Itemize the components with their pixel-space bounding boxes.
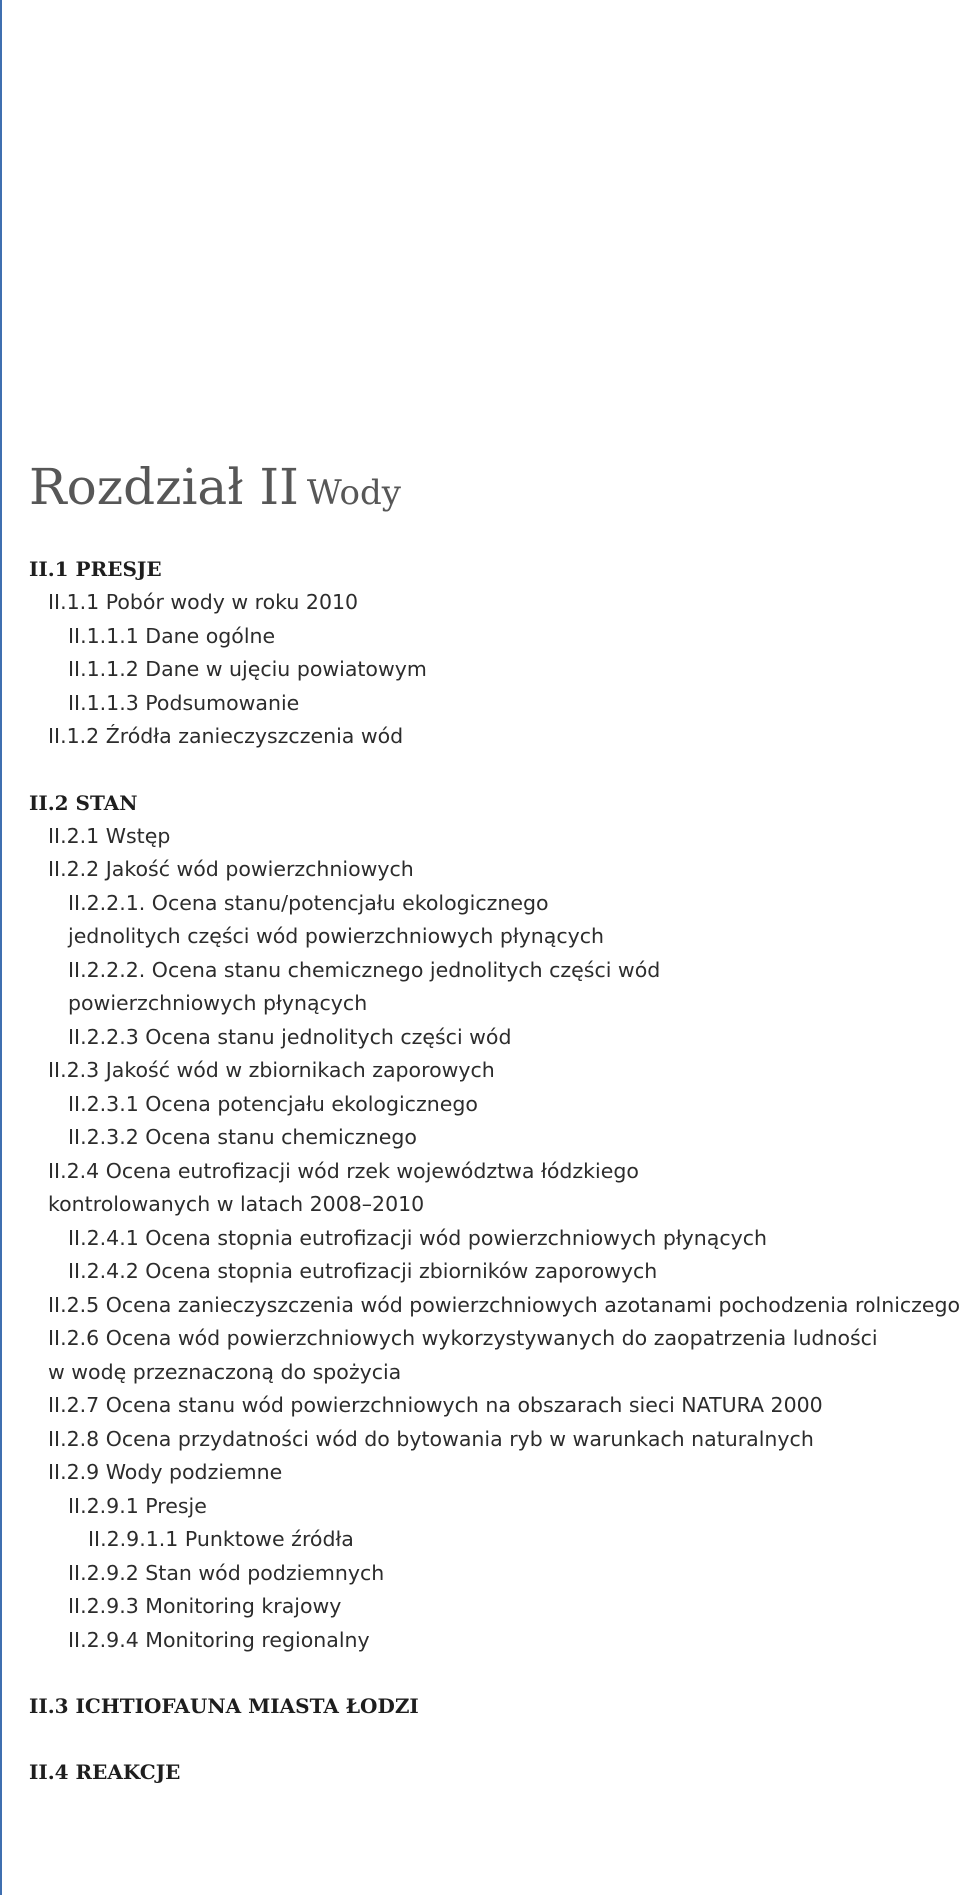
toc-entry-continuation[interactable]: w wodę przeznaczoną do spożycia <box>48 1359 402 1384</box>
toc-entry[interactable]: II.2.3.1 Ocena potencjału ekologicznego <box>68 1091 478 1116</box>
toc-entry[interactable]: II.2.4.1 Ocena stopnia eutrofizacji wód powierzchniowych płynących <box>68 1225 768 1250</box>
toc-section-stan <box>29 786 960 1658</box>
toc-heading[interactable]: II.4 REAKCJE <box>29 1760 181 1784</box>
toc-entry[interactable]: II.2.1 Wstęp <box>48 823 171 848</box>
toc-heading[interactable]: II.2 STAN <box>29 790 138 815</box>
toc-section-ichtiofauna <box>29 1689 954 1723</box>
toc-entry[interactable]: II.1.1.3 Podsumowanie <box>68 690 300 715</box>
toc-section-presje <box>29 552 954 754</box>
chapter-subtitle: Wody <box>306 473 401 513</box>
toc-entry-continuation[interactable]: powierzchniowych płynących <box>68 991 368 1015</box>
toc-entry[interactable]: II.2.8 Ocena przydatności wód do bytowania ryb w warunkach naturalnych <box>48 1426 814 1451</box>
toc-entry[interactable]: II.2.2 Jakość wód powierzchniowych <box>48 857 414 881</box>
toc-entry[interactable]: II.2.3.2 Ocena stanu chemicznego <box>68 1125 417 1149</box>
toc-entry[interactable]: II.2.9.2 Stan wód podziemnych <box>68 1560 385 1585</box>
toc-entry[interactable]: II.1.1.2 Dane w ujęciu powiatowym <box>68 657 427 681</box>
toc-entry[interactable]: II.2.5 Ocena zanieczyszczenia wód powierzchniowych azotanami pochodzenia rolniczego <box>48 1292 960 1317</box>
toc-entry[interactable]: II.2.9 Wody podziemne <box>48 1460 283 1484</box>
toc-entry[interactable]: II.2.9.1.1 Punktowe źródła <box>88 1527 354 1551</box>
chapter-number: Rozdział II <box>29 458 299 516</box>
toc-entry[interactable]: II.2.2.1. Ocena stanu/potencjału ekologicznego <box>68 890 549 915</box>
toc-entry-continuation[interactable]: kontrolowanych w latach 2008–2010 <box>48 1192 425 1216</box>
page-edge-line <box>0 0 2 1895</box>
toc-section-reakcje <box>29 1755 954 1789</box>
toc-entry[interactable]: II.2.9.1 Presje <box>68 1493 207 1518</box>
toc-entry[interactable]: II.2.3 Jakość wód w zbiornikach zaporowych <box>48 1058 495 1082</box>
toc-entry[interactable]: II.2.7 Ocena stanu wód powierzchniowych na obszarach sieci NATURA 2000 <box>48 1393 823 1417</box>
toc-entry[interactable]: II.2.4 Ocena eutrofizacji wód rzek województwa łódzkiego <box>48 1158 639 1183</box>
toc-heading[interactable]: II.3 ICHTIOFAUNA MIASTA ŁODZI <box>29 1694 419 1718</box>
toc-entry[interactable]: II.2.2.2. Ocena stanu chemicznego jednolitych części wód <box>68 957 661 982</box>
chapter-title <box>29 458 401 516</box>
toc-entry-continuation[interactable]: jednolitych części wód powierzchniowych płynących <box>68 924 605 948</box>
toc-entry[interactable]: II.1.2 Źródła zanieczyszczenia wód <box>48 724 404 748</box>
toc-entry[interactable]: II.2.9.3 Monitoring krajowy <box>68 1594 342 1618</box>
toc-entry[interactable]: II.2.6 Ocena wód powierzchniowych wykorzystywanych do zaopatrzenia ludności <box>48 1326 878 1350</box>
toc-entry[interactable]: II.1.1.1 Dane ogólne <box>68 623 276 648</box>
toc-entry[interactable]: II.2.9.4 Monitoring regionalny <box>68 1627 370 1652</box>
toc-entry[interactable]: II.2.4.2 Ocena stopnia eutrofizacji zbiorników zaporowych <box>68 1259 658 1283</box>
toc-entry[interactable]: II.2.2.3 Ocena stanu jednolitych części wód <box>68 1024 512 1049</box>
toc-entry[interactable]: II.1.1 Pobór wody w roku 2010 <box>48 590 359 614</box>
table-of-contents <box>29 552 960 1821</box>
toc-heading[interactable]: II.1 PRESJE <box>29 557 162 581</box>
